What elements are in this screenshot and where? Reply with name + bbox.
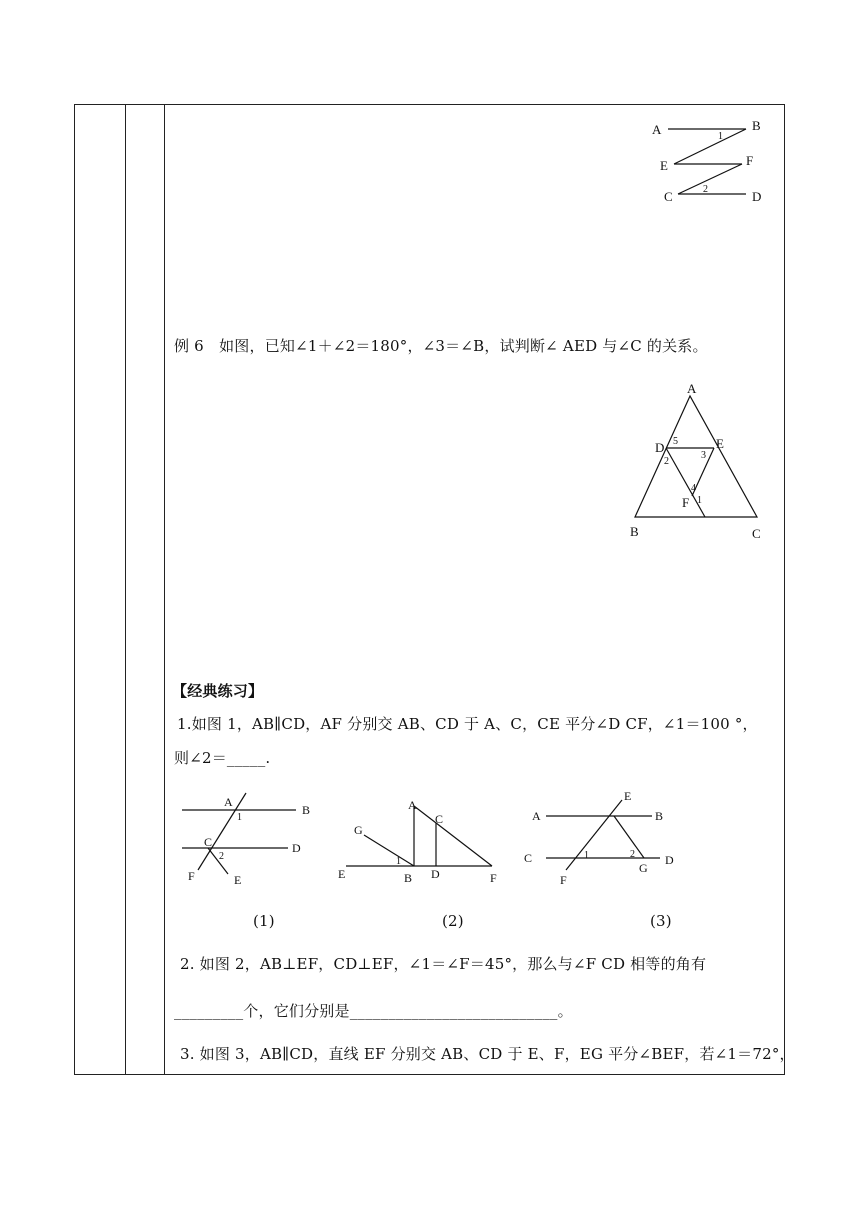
figure-2 <box>334 794 509 889</box>
label-c: C <box>524 851 533 865</box>
angle-2-label: 2 <box>630 849 635 860</box>
q2-line2: _________个，它们分别是___________________________。 <box>174 1002 573 1020</box>
label-a: A <box>408 798 417 812</box>
label-e: E <box>338 867 346 881</box>
angle-1-label: 1 <box>584 850 589 861</box>
label-b: B <box>655 809 664 823</box>
label-c: C <box>752 526 761 541</box>
angle-1-label: 1 <box>697 495 702 506</box>
label-c: C <box>435 812 444 826</box>
label-e: E <box>716 436 724 451</box>
angle-4-label: 4 <box>691 483 696 494</box>
label-e: E <box>624 789 632 803</box>
angle-5-label: 5 <box>673 436 678 447</box>
caption-3: (3) <box>650 912 672 930</box>
q1-line2: 则∠2＝_____. <box>174 749 271 767</box>
label-b: B <box>630 524 639 539</box>
practice-heading: 【经典练习】 <box>172 682 264 700</box>
angle-1-label: 1 <box>718 131 723 142</box>
label-a: A <box>652 122 662 137</box>
caption-1: (1) <box>253 912 275 930</box>
label-f: F <box>188 869 195 883</box>
label-b: B <box>752 118 761 133</box>
q2-line1: 2. 如图 2，AB⊥EF，CD⊥EF，∠1＝∠F＝45°，那么与∠F CD 相等的角有 <box>180 955 707 973</box>
angle-1-label: 1 <box>396 856 401 867</box>
zigzag-figure <box>640 112 770 212</box>
label-f: F <box>682 495 690 510</box>
label-d: D <box>665 853 674 867</box>
label-f: F <box>746 153 754 168</box>
label-b: B <box>302 803 311 817</box>
label-d: D <box>752 189 762 204</box>
caption-2: (2) <box>442 912 464 930</box>
figure-3 <box>522 786 682 891</box>
label-c: C <box>204 835 213 849</box>
triangle-figure <box>620 376 770 546</box>
worksheet-table <box>74 104 785 1075</box>
label-b: B <box>404 871 413 885</box>
angle-2-label: 2 <box>703 184 708 195</box>
q3-line1: 3. 如图 3，AB∥CD，直线 EF 分别交 AB、CD 于 E、F，EG 平分∠BEF，若∠1＝72°， <box>180 1045 795 1063</box>
angle-2-label: 2 <box>664 456 669 467</box>
label-g: G <box>639 861 648 875</box>
label-e: E <box>234 873 242 887</box>
q1-line1: 1.如图 1，AB∥CD，AF 分别交 AB、CD 于 A、C，CE 平分∠D CF，∠1＝100 °， <box>177 715 758 733</box>
angle-2-label: 2 <box>219 851 224 862</box>
label-d: D <box>431 867 440 881</box>
example6-text: 例 6 如图，已知∠1＋∠2＝180°，∠3＝∠B，试判断∠ AED 与∠C 的关系。 <box>174 337 708 355</box>
label-c: C <box>664 189 673 204</box>
label-d: D <box>655 440 665 455</box>
angle-1-label: 1 <box>237 812 242 823</box>
label-e: E <box>660 158 668 173</box>
figure-1 <box>176 788 326 898</box>
label-d: D <box>292 841 301 855</box>
label-f: F <box>560 873 567 887</box>
label-f: F <box>490 871 497 885</box>
angle-3-label: 3 <box>701 450 706 461</box>
column-divider-1 <box>125 105 126 1074</box>
label-a: A <box>687 381 697 396</box>
label-a: A <box>224 795 233 809</box>
column-divider-2 <box>164 105 165 1074</box>
label-g: G <box>354 823 363 837</box>
label-a: A <box>532 809 541 823</box>
